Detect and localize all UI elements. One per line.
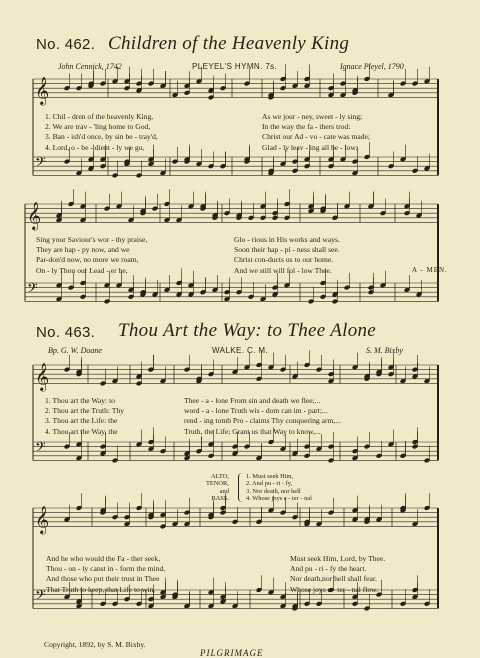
verse-line: Sing your Saviour's wor - thy praise, — [36, 235, 148, 244]
verse-line: Must seek Him, Lord, by Thee. — [290, 554, 386, 563]
verse-line: Truth, the Life; Grant us that Way to know,... — [184, 426, 321, 436]
verse-line: Christ our Ad - vo - cate was made; — [262, 132, 370, 142]
hymn-462-composer: Ignace Pleyel, 1790 — [340, 62, 404, 71]
verse-line: 4. Thou art the Way, the — [45, 426, 118, 436]
hymn-463-tune: WALKE. C. M. — [212, 346, 269, 355]
verse-line: 3. Ban - ish'd once, by sin be - tray'd, — [45, 132, 158, 142]
verse-line: 1. Thou art the Way: to — [45, 396, 115, 405]
hymn-463-verses-c — [46, 554, 165, 595]
bass-clef-icon: 𝄢 — [27, 279, 38, 299]
verse-line: Christ con-ducts us to our home. — [234, 255, 334, 265]
verse-line: 3. Thou art the Life: the — [45, 416, 118, 426]
running-title: PILGRIMAGE — [200, 648, 264, 658]
hymn-462-tune: PLEYEL'S HYMN. 7s. — [192, 62, 278, 71]
treble-clef-icon: 𝄞 — [35, 362, 50, 391]
verse-line: Soon their hap - pi - ness shall see. — [234, 245, 340, 255]
verse-line: 2. We are trav - 'ling home to God, — [45, 122, 151, 132]
hymn-462-title: Children of the Heavenly King — [108, 33, 350, 54]
amen-label: A - MEN. — [412, 266, 448, 274]
verse-line: rend - ing tomb Pro - claims Thy conquering arm,... — [184, 416, 341, 426]
verse-line: In the way the fa - thers trod: — [262, 122, 351, 132]
hymn-463-number: No. 463. — [36, 324, 96, 341]
hymn-463-verses-d — [290, 554, 385, 595]
verse-line: Par-don'd now, no more we roam, — [36, 255, 139, 265]
verse-line: And those who put their trust in Thee — [46, 574, 160, 584]
hymn-463-composer: S. M. Bixby — [366, 346, 403, 355]
verse-line: And he who would the Fa - ther seek, — [46, 554, 161, 563]
hymn-462-verses-c — [36, 235, 147, 276]
voice-part-labels: ALTO, TENOR, and BASS. — [206, 473, 229, 503]
treble-clef-icon: 𝄞 — [27, 201, 42, 230]
verse-line: Glo - rious in His works and ways. — [234, 235, 340, 244]
verse-line: Thou - on - ly canst in - form the mind, — [46, 564, 166, 574]
verse-line: They are hap - py now, and we — [36, 245, 130, 255]
hymn-463-verses-a — [45, 396, 124, 437]
hymn-463-verses-b — [184, 396, 341, 437]
bass-clef-icon: 𝄢 — [35, 438, 46, 458]
verse-line: 4. Lord, o - be - dient - ly we go, — [45, 142, 145, 152]
voice-part-brace — [238, 473, 245, 502]
verse-line: Glad - ly leav - ing all be - low; — [262, 142, 358, 152]
voice-part-lines: 1. Must seek Him, 2. And pu - ri - fy, 3. Nor death, nor hell 4. Whose joys e - ter - nal — [246, 473, 312, 503]
verse-line: word - a - lone Truth wis - dom can im - part;... — [184, 406, 328, 416]
verse-line: 1. Chil - dren of the heavenly King, — [45, 112, 154, 121]
verse-line: 2. Thou art the Truth: Thy — [45, 406, 125, 416]
verse-line: Thee - a - lone From sin and death we flee;... — [184, 396, 321, 405]
verse-line: As we jour - ney, sweet - ly sing; — [262, 112, 363, 121]
bass-clef-icon: 𝄢 — [35, 153, 46, 173]
copyright-notice: Copyright, 1892, by S. M. Bixby. — [44, 640, 146, 649]
treble-clef-icon: 𝄞 — [35, 505, 50, 534]
hymn-463-author: Bp. G. W. Doane — [48, 346, 102, 355]
verse-line: Nor death,nor hell shall fear. — [290, 574, 377, 584]
hymn-462-verses-a — [45, 112, 158, 153]
treble-clef-icon: 𝄞 — [35, 76, 50, 105]
verse-line: That Truth to keep, that Life to win, — [46, 584, 156, 594]
verse-line: And we still will fol - low Thee. — [234, 265, 332, 275]
hymn-463-title: Thou Art the Way: to Thee Alone — [118, 320, 377, 341]
hymn-462-verses-b — [262, 112, 370, 153]
hymn-462-author: John Cennick, 1742 — [58, 62, 122, 71]
hymn-462-number: No. 462. — [36, 36, 96, 53]
verse-line: And pu - ri - fy the heart. — [290, 564, 367, 574]
bass-clef-icon: 𝄢 — [35, 586, 46, 606]
hymn-462-verses-d — [234, 235, 340, 276]
verse-line: On - ly Thou our Lead - er be, — [36, 265, 128, 275]
verse-line: Whose joys e - ter - nal flow. — [290, 584, 379, 594]
